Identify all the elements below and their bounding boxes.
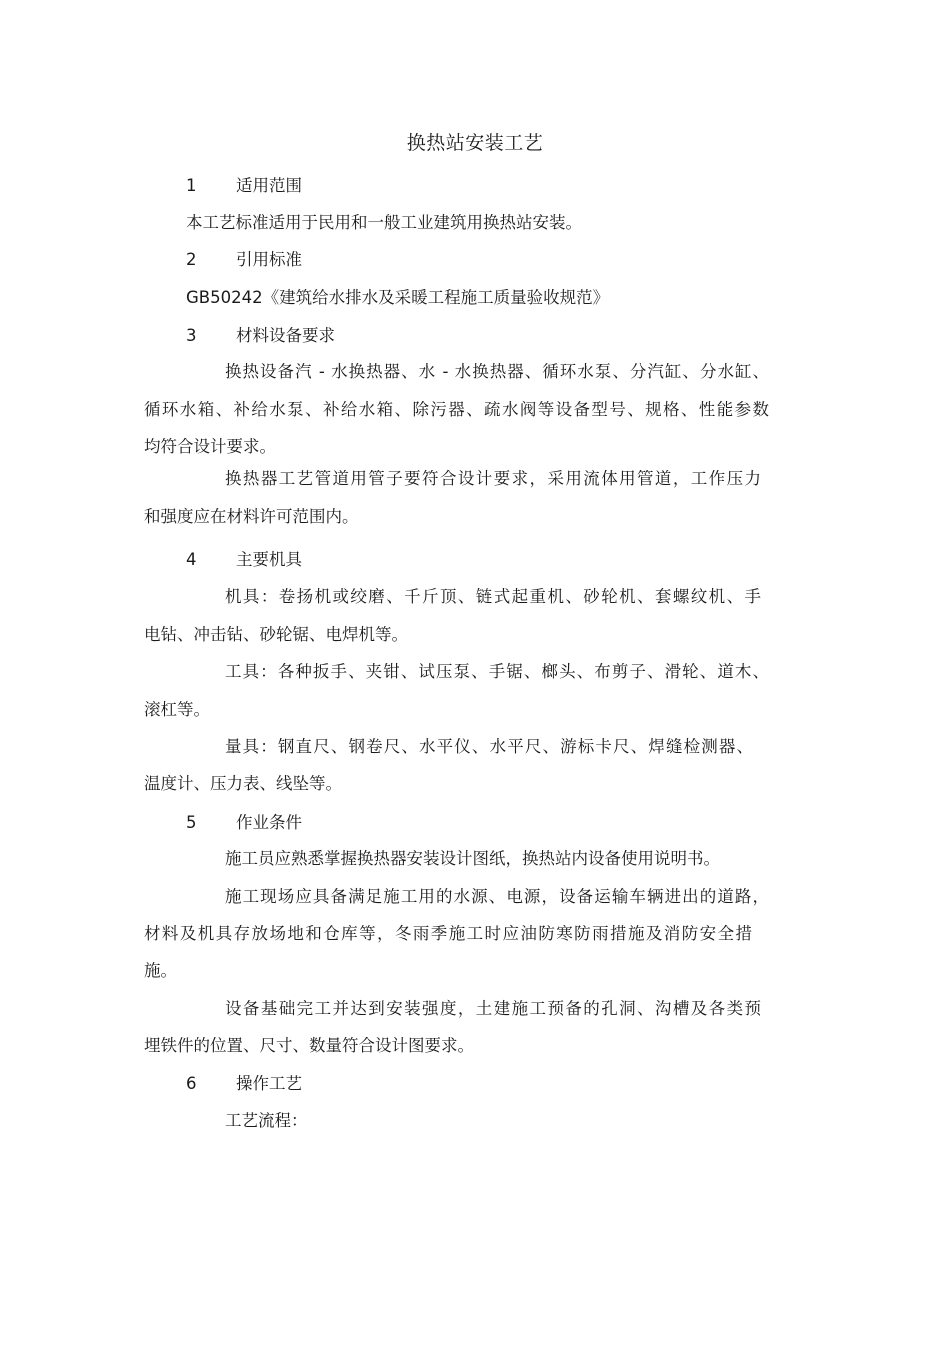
paragraph-line: 机具：卷扬机或绞磨、千斤顶、链式起重机、砂轮机、套螺纹机、手	[225, 587, 761, 606]
paragraph-line: 电钻、冲击钻、砂轮锯、电焊机等。	[144, 625, 408, 644]
paragraph-line: 工具：各种扳手、夹钳、试压泵、手锯、榔头、布剪子、滑轮、道木、	[225, 662, 769, 681]
paragraph-line: 和强度应在材料许可范围内。	[144, 507, 359, 526]
section-number: 2	[186, 250, 197, 269]
paragraph-line: 换热设备汽 - 水换热器、水 - 水换热器、循环水泵、分汽缸、分水缸、	[225, 362, 769, 381]
section-heading-4	[186, 549, 686, 571]
section-label: 适用范围	[236, 176, 302, 195]
paragraph-line: 材料及机具存放场地和仓库等，冬雨季施工时应油防寒防雨措施及消防安全措	[144, 924, 752, 943]
section-number: 6	[186, 1074, 197, 1093]
section-label: 材料设备要求	[236, 326, 335, 345]
section-heading-3	[186, 325, 686, 347]
paragraph-line: 循环水箱、补给水泵、补给水箱、除污器、疏水阀等设备型号、规格、性能参数	[144, 400, 769, 419]
section-number: 3	[186, 326, 197, 345]
section-label: 操作工艺	[236, 1074, 302, 1093]
section-number: 4	[186, 550, 197, 569]
paragraph-line: 温度计、压力表、线坠等。	[144, 774, 342, 793]
section-number: 1	[186, 176, 197, 195]
section-heading-1	[186, 175, 686, 197]
section-number: 5	[186, 813, 197, 832]
paragraph-line: 施。	[144, 961, 177, 980]
section-label: 引用标准	[236, 250, 302, 269]
section-label: 主要机具	[236, 550, 302, 569]
paragraph-line: 换热器工艺管道用管子要符合设计要求，采用流体用管道，工作压力	[225, 469, 761, 488]
paragraph-line: 滚杠等。	[144, 700, 210, 719]
paragraph-line: 埋铁件的位置、尺寸、数量符合设计图要求。	[144, 1036, 474, 1055]
paragraph-line: 均符合设计要求。	[144, 437, 276, 456]
section-heading-6	[186, 1073, 686, 1095]
section-label: 作业条件	[236, 813, 302, 832]
section-heading-5	[186, 812, 686, 834]
paragraph-line: 工艺流程：	[225, 1111, 308, 1130]
paragraph-line: 量具：钢直尺、钢卷尺、水平仪、水平尺、游标卡尺、焊缝检测器、	[225, 737, 753, 756]
paragraph-line: 施工员应熟悉掌握换热器安装设计图纸，换热站内设备使用说明书。	[225, 849, 720, 868]
paragraph-line: GB50242《建筑给水排水及采暖工程施工质量验收规范》	[186, 288, 610, 307]
paragraph-line: 设备基础完工并达到安装强度，土建施工预备的孔洞、沟槽及各类预	[225, 999, 761, 1018]
section-heading-2	[186, 249, 686, 271]
paragraph-line: 施工现场应具备满足施工用的水源、电源，设备运输车辆进出的道路，	[225, 887, 769, 906]
paragraph-line: 本工艺标准适用于民用和一般工业建筑用换热站安装。	[186, 213, 582, 232]
document-title: 换热站安装工艺	[406, 132, 544, 154]
